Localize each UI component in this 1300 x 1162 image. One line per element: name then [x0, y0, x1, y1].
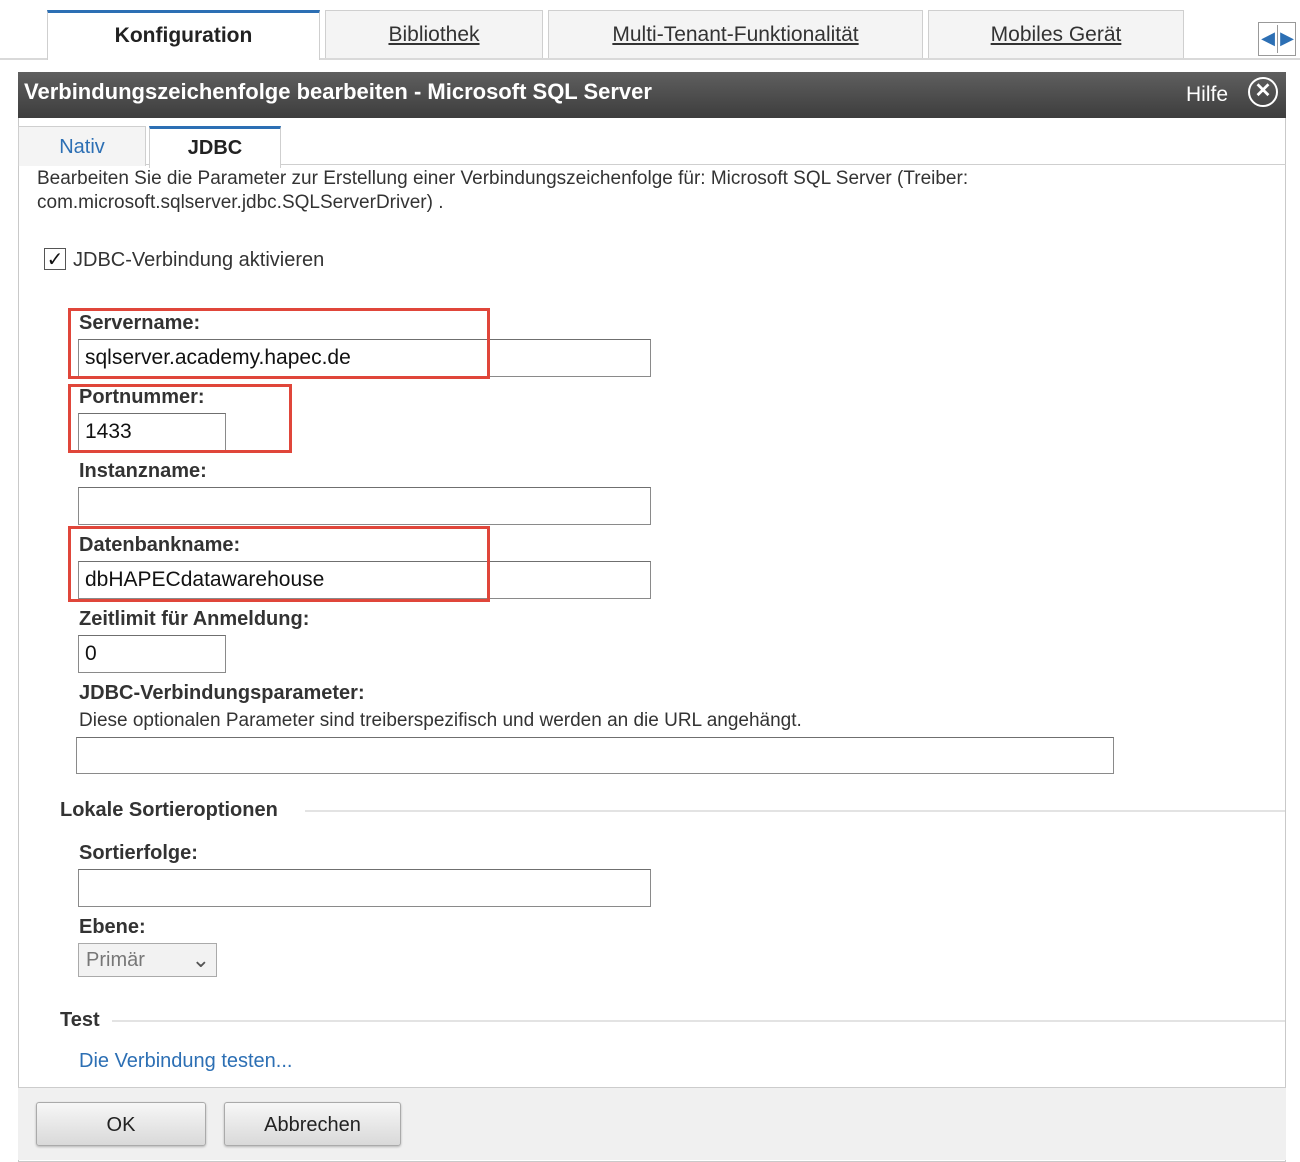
- jdbc-params-label: JDBC-Verbindungsparameter:: [79, 682, 365, 704]
- ebene-label: Ebene:: [79, 916, 146, 938]
- description-line-1: Bearbeiten Sie die Parameter zur Erstellung einer Verbindungszeichenfolge für: Microsoft SQL Server (Treiber:: [37, 168, 969, 189]
- tab-scroll-arrows: [1258, 22, 1296, 56]
- scroll-left-icon[interactable]: ◀: [1261, 28, 1275, 49]
- highlight-portnummer: [68, 384, 292, 453]
- highlight-datenbankname: [68, 526, 490, 602]
- portnummer-input[interactable]: 1433: [78, 413, 226, 451]
- tab-multi-tenant[interactable]: Multi-Tenant-Funktionalität: [548, 10, 923, 58]
- tab-mobiles-geraet[interactable]: Mobiles Gerät: [928, 10, 1184, 58]
- dialog-titlebar: [18, 72, 1286, 118]
- close-icon[interactable]: ✕: [1248, 77, 1278, 107]
- scroll-right-icon[interactable]: ▶: [1280, 28, 1294, 49]
- dialog-footer: [18, 1087, 1286, 1160]
- portnummer-label: Portnummer:: [79, 386, 205, 408]
- servername-label: Servername:: [79, 312, 201, 334]
- ok-button[interactable]: OK: [36, 1102, 206, 1146]
- test-connection-link[interactable]: Die Verbindung testen...: [79, 1050, 293, 1072]
- ebene-select-value: Primär: [86, 949, 145, 971]
- highlight-servername: [68, 308, 490, 379]
- description-line-2: com.microsoft.sqlserver.jdbc.SQLServerDriver) .: [37, 192, 444, 213]
- instanzname-input[interactable]: [78, 487, 651, 525]
- jdbc-params-input[interactable]: [76, 737, 1114, 774]
- jdbc-enable-checkbox[interactable]: ✓: [44, 248, 66, 270]
- help-link[interactable]: Hilfe: [1185, 83, 1228, 106]
- sort-section-title: Lokale Sortieroptionen: [60, 799, 278, 821]
- dialog-title: Verbindungszeichenfolge bearbeiten - Microsoft SQL Server: [24, 79, 652, 104]
- test-section-title: Test: [60, 1009, 100, 1031]
- jdbc-params-hint: Diese optionalen Parameter sind treiberspezifisch und werden an die URL angehängt.: [79, 710, 802, 731]
- instanzname-label: Instanzname:: [79, 460, 207, 482]
- sort-section-divider: [305, 810, 1285, 812]
- chevron-down-icon: ⌄: [191, 947, 210, 972]
- tab-konfiguration[interactable]: Konfiguration: [47, 10, 320, 60]
- datenbankname-label: Datenbankname:: [79, 534, 241, 556]
- tab-nativ[interactable]: Nativ: [18, 126, 146, 166]
- sortierfolge-input[interactable]: [78, 869, 651, 907]
- tab-bibliothek[interactable]: Bibliothek: [325, 10, 543, 58]
- jdbc-enable-label: JDBC-Verbindung aktivieren: [73, 249, 325, 271]
- zeitlimit-input[interactable]: 0: [78, 635, 226, 673]
- datenbankname-input[interactable]: dbHAPECdatawarehouse: [78, 561, 651, 599]
- test-section-divider: [112, 1020, 1285, 1022]
- sortierfolge-label: Sortierfolge:: [79, 842, 198, 864]
- zeitlimit-label: Zeitlimit für Anmeldung:: [79, 608, 310, 630]
- ebene-select[interactable]: [78, 943, 217, 977]
- tab-jdbc[interactable]: JDBC: [149, 126, 281, 168]
- cancel-button[interactable]: Abbrechen: [224, 1102, 401, 1146]
- servername-input[interactable]: sqlserver.academy.hapec.de: [78, 339, 651, 377]
